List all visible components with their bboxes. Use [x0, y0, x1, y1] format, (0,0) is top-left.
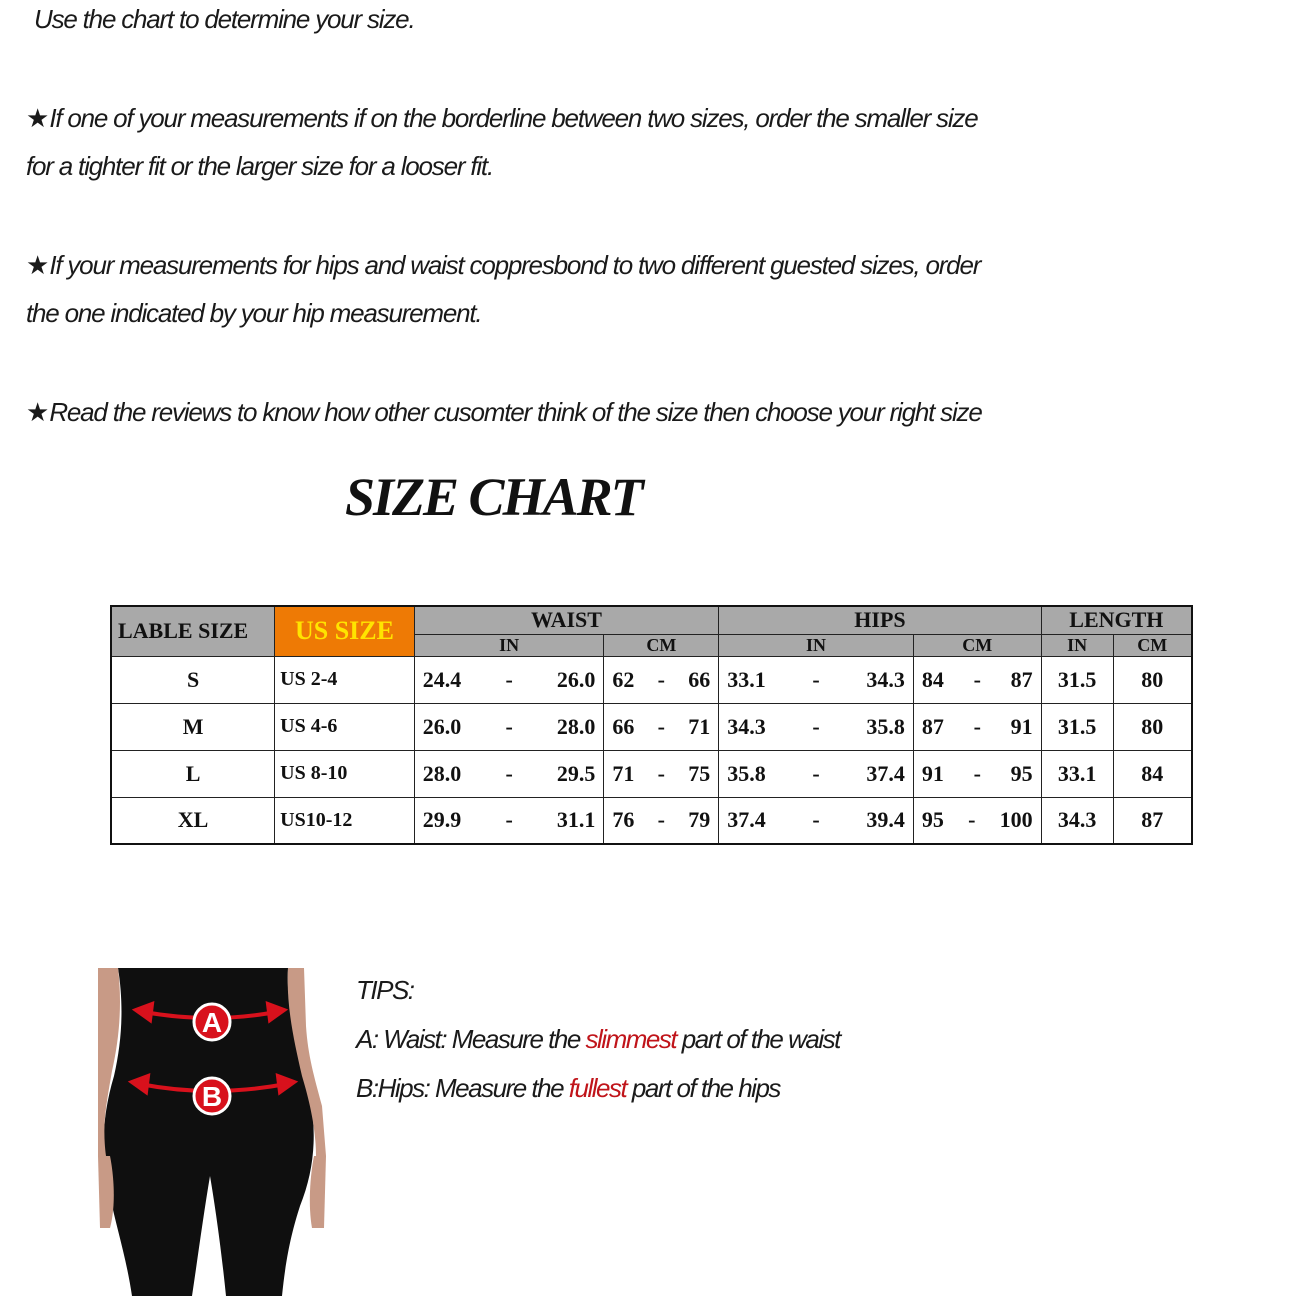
cell-waist-cm: 62 - 66 [604, 656, 719, 703]
star-icon: ★ [26, 397, 50, 427]
star-icon: ★ [26, 250, 50, 280]
header-us-size: US SIZE [275, 606, 415, 656]
cell-us-size: US10-12 [275, 797, 415, 844]
cell-label-size: S [111, 656, 275, 703]
subheader-in: IN [1041, 634, 1113, 656]
cell-length-cm: 80 [1113, 656, 1192, 703]
tips-heading: TIPS: [356, 975, 414, 1005]
cell-waist-in: 26.0 - 28.0 [414, 703, 604, 750]
cell-hips-in: 37.4 - 39.4 [719, 797, 914, 844]
skin-left-hand [98, 1156, 114, 1228]
cell-hips-in: 34.3 - 35.8 [719, 703, 914, 750]
cell-waist-cm: 66 - 71 [604, 703, 719, 750]
header-length: LENGTH [1041, 606, 1192, 634]
tip-waist: A: Waist: Measure the slimmest part of the waist [356, 1024, 840, 1054]
tips-section [356, 972, 840, 1119]
bullet-line: Read the reviews to know how other cusomter think of the size then choose your right size [49, 397, 982, 427]
cell-length-cm: 87 [1113, 797, 1192, 844]
cell-hips-in: 33.1 - 34.3 [719, 656, 914, 703]
marker-a: A [201, 1007, 223, 1038]
header-label-size: LABLE SIZE [111, 606, 275, 656]
cell-length-in: 33.1 [1041, 750, 1113, 797]
cell-us-size: US 2-4 [275, 656, 415, 703]
intro-text: Use the chart to determine your size. [34, 4, 415, 34]
bullet-line: If one of your measurements if on the borderline between two sizes, order the smaller size [49, 103, 978, 133]
subheader-in: IN [719, 634, 914, 656]
cell-waist-in: 28.0 - 29.5 [414, 750, 604, 797]
size-table [110, 605, 1193, 845]
cell-waist-cm: 76 - 79 [604, 797, 719, 844]
bullet-line: If your measurements for hips and waist coppresbond to two different guested sizes, order [49, 250, 981, 280]
bullet-reviews [26, 388, 1276, 436]
cell-hips-cm: 84 - 87 [913, 656, 1041, 703]
cell-label-size: XL [111, 797, 275, 844]
subheader-cm: CM [604, 634, 719, 656]
body-measurement-figure [96, 966, 326, 1296]
size-chart-title: SIZE CHART [345, 467, 642, 527]
bullet-line: the one indicated by your hip measurement. [26, 298, 482, 328]
cell-length-cm: 80 [1113, 703, 1192, 750]
cell-length-cm: 84 [1113, 750, 1192, 797]
cell-waist-in: 29.9 - 31.1 [414, 797, 604, 844]
cell-label-size: L [111, 750, 275, 797]
bullet-borderline [26, 94, 1276, 190]
cell-length-in: 31.5 [1041, 656, 1113, 703]
skin-right-hand [310, 1156, 326, 1228]
cell-us-size: US 8-10 [275, 750, 415, 797]
header-row [111, 606, 1192, 634]
cell-hips-in: 35.8 - 37.4 [719, 750, 914, 797]
subheader-cm: CM [913, 634, 1041, 656]
star-icon: ★ [26, 103, 50, 133]
tip-waist-emphasis: slimmest [585, 1024, 677, 1054]
cell-hips-cm: 87 - 91 [913, 703, 1041, 750]
table-row [111, 703, 1192, 750]
cell-us-size: US 4-6 [275, 703, 415, 750]
table-row [111, 797, 1192, 844]
cell-waist-in: 24.4 - 26.0 [414, 656, 604, 703]
header-hips: HIPS [719, 606, 1041, 634]
subheader-in: IN [414, 634, 604, 656]
table-row [111, 656, 1192, 703]
subheader-cm: CM [1113, 634, 1192, 656]
bullet-hips-waist [26, 241, 1276, 337]
tip-hips: B:Hips: Measure the fullest part of the hips [356, 1073, 780, 1103]
cell-length-in: 31.5 [1041, 703, 1113, 750]
table-row [111, 750, 1192, 797]
cell-hips-cm: 95 - 100 [913, 797, 1041, 844]
cell-label-size: M [111, 703, 275, 750]
cell-waist-cm: 71 - 75 [604, 750, 719, 797]
header-waist: WAIST [414, 606, 718, 634]
bullet-line: for a tighter fit or the larger size for a looser fit. [26, 151, 493, 181]
marker-b: B [201, 1081, 223, 1112]
cell-hips-cm: 91 - 95 [913, 750, 1041, 797]
cell-length-in: 34.3 [1041, 797, 1113, 844]
tip-hips-emphasis: fullest [568, 1073, 627, 1103]
